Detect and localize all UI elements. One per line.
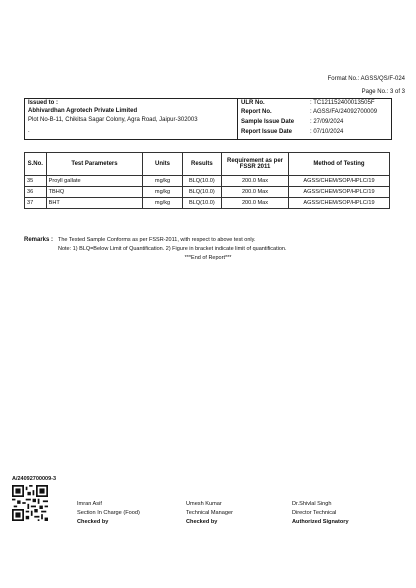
cell-method: AGSS/CHEM/SOP/HPLC/19	[288, 187, 389, 198]
col-method: Method of Testing	[288, 153, 389, 176]
col-test-parameters: Test Parameters	[46, 153, 143, 176]
sample-issue-date-value: : 27/09/2024	[310, 119, 344, 125]
col-sno: S.No.	[25, 153, 47, 176]
company-name: Abhivardhan Agrotech Private Limited	[28, 108, 138, 114]
signatory-3-name: Dr.Shivlal Singh	[292, 501, 332, 507]
cell-sno: 37	[25, 198, 47, 209]
cell-method: AGSS/CHEM/SOP/HPLC/19	[288, 176, 389, 187]
cell-method: AGSS/CHEM/SOP/HPLC/19	[288, 198, 389, 209]
issued-to-label: Issued to :	[28, 100, 59, 106]
signatory-3	[292, 500, 349, 527]
report-no-value: : AGSS/FA/24092700009	[310, 109, 378, 115]
signatory-1	[77, 500, 140, 527]
cell-result: BLQ(10.0)	[182, 187, 221, 198]
end-of-report: ***End of Report***	[184, 255, 232, 261]
report-info-panel	[238, 99, 391, 139]
cell-parameter: TBHQ	[46, 187, 143, 198]
signatory-1-name: Imran Asif	[77, 501, 102, 507]
cell-unit: mg/kg	[143, 198, 182, 209]
cell-parameter: Proyll gallate	[46, 176, 143, 187]
header-info-box	[24, 98, 392, 140]
table-header-row	[25, 153, 390, 176]
issued-to-panel	[25, 99, 238, 139]
test-parameters-table	[24, 152, 390, 209]
issued-to-extra: .	[28, 128, 30, 134]
sample-issue-date-label: Sample Issue Date	[241, 119, 295, 125]
cell-requirement: 200.0 Max	[222, 176, 289, 187]
signatory-2-name: Umesh Kumar	[186, 501, 222, 507]
qr-code	[12, 485, 48, 521]
col-requirement: Requirement as per FSSR 2011	[222, 153, 289, 176]
remarks-line-1: The Tested Sample Conforms as per FSSR-2011, with respect to above test only.	[58, 237, 256, 243]
company-address: Plot No-B-11, Chikitsa Sagar Colony, Agra Road, Jaipur-302003	[28, 117, 198, 123]
signatory-3-title: Director Technical	[292, 510, 337, 516]
report-issue-date-value: : 07/10/2024	[310, 129, 344, 135]
ulr-value: : TC121152400013505F	[310, 100, 375, 106]
cell-result: BLQ(10.0)	[182, 176, 221, 187]
cell-unit: mg/kg	[143, 176, 182, 187]
signatory-2	[186, 500, 233, 527]
table-row	[25, 176, 390, 187]
cell-requirement: 200.0 Max	[222, 198, 289, 209]
cell-requirement: 200.0 Max	[222, 187, 289, 198]
col-units: Units	[143, 153, 182, 176]
cell-parameter: BHT	[46, 198, 143, 209]
signatory-2-title: Technical Manager	[186, 510, 233, 516]
remarks-note: Note: 1) BLQ=Below Limit of Quantification. 2) Figure in bracket indicate limit of quantification.	[58, 246, 287, 252]
report-reference: A/24092700009-3	[12, 476, 57, 482]
format-number: Format No.: AGSS/QS/F-024	[327, 76, 405, 82]
col-results: Results	[182, 153, 221, 176]
report-issue-date-label: Report Issue Date	[241, 129, 293, 135]
table-row	[25, 198, 390, 209]
cell-sno: 36	[25, 187, 47, 198]
signatory-1-role: Checked by	[77, 519, 109, 525]
report-no-label: Report No.	[241, 109, 272, 115]
signatory-3-role: Authorized Signatory	[292, 519, 349, 525]
ulr-label: ULR No.	[241, 100, 265, 106]
cell-sno: 35	[25, 176, 47, 187]
page-number: Page No.: 3 of 3	[361, 89, 405, 95]
signatory-2-role: Checked by	[186, 519, 218, 525]
remarks-label: Remarks :	[24, 237, 54, 243]
table-row	[25, 187, 390, 198]
cell-unit: mg/kg	[143, 187, 182, 198]
cell-result: BLQ(10.0)	[182, 198, 221, 209]
signatory-1-title: Section In Charge (Food)	[77, 510, 140, 516]
